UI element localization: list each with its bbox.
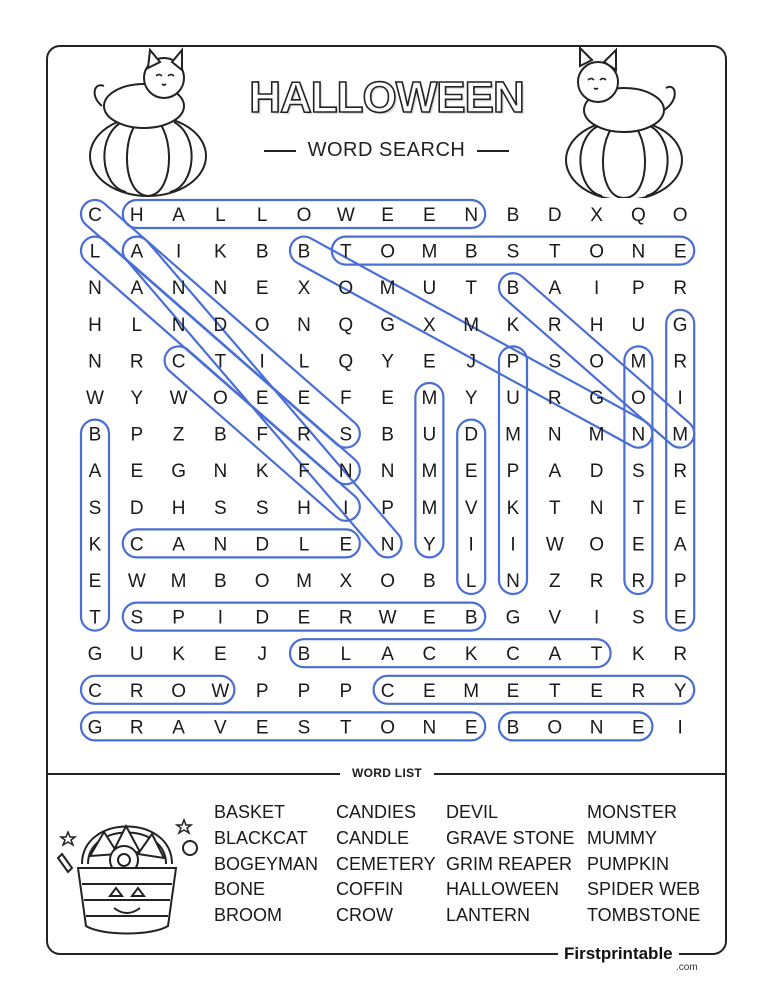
grid-letter: B bbox=[214, 571, 227, 592]
grid-letter: O bbox=[589, 241, 604, 263]
grid-letter: N bbox=[631, 424, 646, 446]
grid-letter: T bbox=[548, 241, 561, 263]
grid-letter: R bbox=[297, 424, 311, 446]
grid-letter: H bbox=[297, 497, 311, 519]
grid-letter: N bbox=[547, 424, 562, 446]
word-list-item: CANDIES bbox=[336, 802, 417, 822]
grid-letter: N bbox=[171, 278, 186, 300]
grid-letter: S bbox=[130, 607, 144, 629]
grid-letter: G bbox=[380, 314, 395, 336]
grid-letter: I bbox=[343, 497, 349, 519]
word-list-item: CROW bbox=[336, 905, 393, 926]
grid-letter: E bbox=[423, 607, 436, 629]
grid-letter: J bbox=[466, 351, 476, 373]
brand-logo: Firstprintable bbox=[558, 944, 679, 964]
grid-letter: S bbox=[255, 497, 269, 519]
grid-letter: O bbox=[380, 717, 395, 739]
brand-suffix: .com bbox=[676, 962, 698, 973]
grid-letter: S bbox=[506, 241, 520, 263]
grid-letter: B bbox=[423, 571, 436, 592]
title-halloween: HALLOWEEN bbox=[249, 73, 524, 122]
grid-letter: B bbox=[464, 607, 478, 629]
grid-letter: P bbox=[297, 680, 311, 702]
grid-letter: O bbox=[213, 388, 228, 409]
grid-letter: G bbox=[589, 388, 604, 409]
grid-letter: N bbox=[589, 717, 604, 739]
grid-letter: R bbox=[673, 644, 688, 666]
grid-letter: Q bbox=[338, 314, 354, 336]
grid-letter: A bbox=[88, 461, 102, 483]
grid-letter: T bbox=[214, 351, 227, 373]
grid-letter: S bbox=[632, 461, 645, 483]
grid-letter: E bbox=[673, 607, 687, 629]
grid-letter: O bbox=[380, 571, 395, 592]
grid-letter: J bbox=[257, 644, 267, 666]
grid-letter: E bbox=[214, 644, 227, 666]
grid-letter: S bbox=[214, 497, 227, 519]
word-list-item: BOGEYMAN bbox=[214, 853, 319, 874]
grid-letter: K bbox=[255, 461, 269, 483]
word-list bbox=[0, 800, 773, 930]
grid-letter: A bbox=[381, 644, 394, 666]
grid-letter: P bbox=[506, 461, 520, 483]
found-word-outline bbox=[499, 712, 652, 740]
grid-letter: D bbox=[129, 497, 144, 519]
grid-letter: E bbox=[464, 717, 478, 739]
grid-letter: N bbox=[213, 278, 228, 300]
grid-letter: N bbox=[422, 717, 437, 739]
grid-letter: O bbox=[254, 571, 270, 592]
grid-letter: A bbox=[130, 278, 144, 300]
grid-letter: P bbox=[381, 497, 394, 519]
grid-letter: G bbox=[87, 717, 103, 739]
grid-letter: E bbox=[673, 497, 687, 519]
grid-letter: T bbox=[339, 241, 352, 263]
grid-letter: N bbox=[464, 205, 479, 226]
grid-letter: K bbox=[214, 241, 227, 263]
grid-letter: A bbox=[172, 534, 185, 556]
grid-letter: F bbox=[339, 388, 352, 409]
grid-letter: T bbox=[339, 717, 352, 739]
word-list-item: DEVIL bbox=[446, 802, 499, 822]
word-list-item: HALLOWEEN bbox=[446, 879, 560, 900]
word-list-item: GRAVE STONE bbox=[446, 827, 575, 848]
grid-letter: R bbox=[338, 607, 353, 629]
grid-letter: N bbox=[506, 571, 520, 592]
grid-letter: M bbox=[505, 424, 521, 446]
grid-letter: D bbox=[213, 314, 228, 336]
word-list-item: PUMPKIN bbox=[587, 853, 670, 874]
grid-letter: O bbox=[672, 205, 688, 226]
grid-letter: T bbox=[465, 278, 478, 300]
grid-letter: Y bbox=[130, 388, 144, 409]
grid-letter: B bbox=[381, 424, 394, 446]
grid-letter: O bbox=[631, 388, 646, 409]
word-list-item: CEMETERY bbox=[336, 853, 436, 874]
grid-letter: N bbox=[213, 461, 228, 483]
grid-letter: R bbox=[673, 461, 688, 483]
grid-letter: D bbox=[589, 461, 604, 483]
grid-letter: C bbox=[380, 680, 395, 702]
grid-letter: R bbox=[129, 717, 144, 739]
grid-letter: U bbox=[506, 388, 520, 409]
grid-letter: E bbox=[632, 717, 645, 739]
grid-letter: E bbox=[339, 534, 353, 556]
grid-letter: A bbox=[172, 205, 185, 226]
grid-letter: H bbox=[129, 205, 144, 226]
grid-letter: B bbox=[464, 241, 478, 263]
grid-letter: I bbox=[593, 278, 600, 300]
word-list-item: MUMMY bbox=[587, 827, 657, 848]
grid-letter: Q bbox=[338, 351, 354, 373]
word-list-item: BROOM bbox=[214, 905, 283, 926]
grid-letter: A bbox=[548, 644, 562, 666]
grid-letter: B bbox=[297, 644, 311, 666]
grid-letter: W bbox=[545, 534, 564, 556]
grid-letter: K bbox=[172, 644, 185, 666]
grid-letter: O bbox=[296, 205, 312, 226]
found-word-outline bbox=[374, 676, 695, 704]
grid-letter: E bbox=[423, 205, 436, 226]
grid-letter: A bbox=[673, 534, 687, 556]
grid-letter: V bbox=[214, 717, 227, 739]
grid-letter: P bbox=[632, 278, 645, 300]
grid-letter: T bbox=[632, 497, 645, 519]
grid-letter: T bbox=[590, 644, 603, 666]
found-word-outline bbox=[290, 639, 611, 667]
grid-letter: I bbox=[259, 351, 265, 373]
grid-letter: E bbox=[297, 388, 311, 409]
grid-letter: T bbox=[548, 497, 561, 519]
word-list-item: COFFIN bbox=[336, 879, 403, 900]
grid-letter: C bbox=[506, 644, 520, 666]
grid-letter: S bbox=[297, 717, 311, 739]
grid-letter: V bbox=[464, 497, 478, 519]
grid-letter: B bbox=[88, 424, 102, 446]
grid-letter: L bbox=[89, 241, 101, 263]
grid-letter: N bbox=[338, 461, 353, 483]
grid-letter: A bbox=[130, 241, 144, 263]
grid-letter: S bbox=[88, 497, 102, 519]
grid-letter: T bbox=[548, 680, 561, 702]
grid-letter: C bbox=[129, 534, 144, 556]
word-list-item: LANTERN bbox=[446, 905, 531, 926]
grid-letter: M bbox=[421, 497, 438, 519]
grid-letter: I bbox=[593, 607, 600, 629]
grid-letter: P bbox=[172, 607, 185, 629]
grid-letter: I bbox=[217, 607, 224, 629]
grid-letter: K bbox=[506, 314, 520, 336]
subtitle-text: WORD SEARCH bbox=[307, 139, 466, 161]
grid-letter: K bbox=[464, 644, 478, 666]
grid-letter: E bbox=[423, 351, 436, 373]
grid-letter: W bbox=[86, 388, 104, 409]
grid-letter: K bbox=[88, 534, 102, 556]
word-list-item: GRIM REAPER bbox=[446, 853, 573, 874]
grid-letter: E bbox=[381, 388, 394, 409]
word-list-item: SPIDER WEB bbox=[587, 879, 701, 900]
word-list-heading: WORD LIST bbox=[340, 765, 434, 781]
grid-letter: G bbox=[171, 461, 186, 483]
grid-letter: D bbox=[547, 205, 562, 226]
grid-letter: W bbox=[169, 388, 188, 409]
grid-letter: F bbox=[298, 461, 310, 483]
grid-letters bbox=[86, 205, 688, 738]
grid-letter: L bbox=[256, 205, 268, 226]
grid-letter: Z bbox=[172, 424, 185, 446]
grid-letter: M bbox=[421, 388, 438, 409]
grid-letter: S bbox=[339, 424, 353, 446]
grid-letter: U bbox=[422, 424, 437, 446]
word-list-item: MONSTER bbox=[587, 802, 677, 822]
grid-letter: M bbox=[463, 680, 480, 702]
word-list-item: BLACKCAT bbox=[214, 827, 308, 848]
word-list-item: BASKET bbox=[214, 802, 286, 822]
grid-letter: N bbox=[297, 314, 311, 336]
grid-letter: N bbox=[589, 497, 604, 519]
grid-letter: I bbox=[175, 241, 182, 263]
word-list-item: BONE bbox=[214, 879, 266, 900]
grid-letter: E bbox=[464, 461, 478, 483]
word-list-item: CANDLE bbox=[336, 827, 410, 848]
grid-letter: E bbox=[673, 241, 687, 263]
grid-letter: C bbox=[88, 205, 102, 226]
grid-letter: B bbox=[214, 424, 227, 446]
grid-letter: Y bbox=[381, 351, 394, 373]
grid-letter: G bbox=[672, 314, 688, 336]
grid-letter: I bbox=[677, 388, 683, 409]
grid-letter: P bbox=[339, 680, 353, 702]
grid-letter: A bbox=[548, 278, 562, 300]
grid-letter: P bbox=[506, 351, 520, 373]
grid-letter: D bbox=[464, 424, 479, 446]
grid-letter: O bbox=[171, 680, 186, 702]
grid-letter: M bbox=[296, 571, 312, 592]
grid-letter: R bbox=[631, 680, 646, 702]
grid-letter: U bbox=[422, 278, 437, 300]
grid-letter: A bbox=[548, 461, 562, 483]
word-list-column-3 bbox=[446, 800, 574, 929]
grid-letter: B bbox=[506, 717, 520, 739]
word-list-column-1 bbox=[214, 800, 318, 929]
grid-letter: C bbox=[171, 351, 186, 373]
grid-letter: E bbox=[506, 680, 520, 702]
grid-letter: N bbox=[171, 314, 186, 336]
grid-letter: M bbox=[421, 461, 438, 483]
grid-letter: O bbox=[254, 314, 270, 336]
grid-letter: E bbox=[632, 534, 645, 556]
grid-letter: R bbox=[673, 278, 688, 300]
grid-letter: D bbox=[255, 534, 270, 556]
grid-letter: B bbox=[297, 241, 311, 263]
grid-letter: X bbox=[423, 314, 436, 336]
grid-letter: S bbox=[632, 607, 645, 629]
grid-letter: E bbox=[381, 205, 394, 226]
grid-letter: E bbox=[423, 680, 436, 702]
grid-letter: N bbox=[213, 534, 228, 556]
grid-letter: Y bbox=[673, 680, 687, 702]
grid-letter: P bbox=[255, 680, 269, 702]
grid-letter: B bbox=[506, 278, 520, 300]
grid-letter: C bbox=[88, 680, 102, 702]
grid-letter: W bbox=[336, 205, 355, 226]
grid-letter: I bbox=[468, 534, 474, 556]
grid-letter: S bbox=[548, 351, 562, 373]
grid-letter: M bbox=[588, 424, 605, 446]
found-word-outline bbox=[81, 420, 109, 631]
grid-letter: E bbox=[88, 571, 102, 592]
grid-letter: G bbox=[87, 644, 103, 666]
grid-letter: W bbox=[378, 607, 397, 629]
grid-letter: R bbox=[589, 571, 604, 592]
grid-letter: M bbox=[421, 241, 438, 263]
grid-letter: M bbox=[672, 424, 689, 446]
grid-letter: N bbox=[631, 241, 646, 263]
grid-letter: N bbox=[88, 351, 102, 373]
grid-letter: O bbox=[547, 717, 563, 739]
grid-letter: H bbox=[589, 314, 604, 336]
grid-letter: O bbox=[589, 534, 604, 556]
grid-letter: N bbox=[380, 534, 395, 556]
grid-letter: R bbox=[547, 314, 562, 336]
grid-letter: Y bbox=[423, 534, 436, 556]
grid-letter: B bbox=[506, 205, 520, 226]
grid-letter: E bbox=[255, 717, 269, 739]
grid-letter: O bbox=[380, 241, 395, 263]
grid-letter: X bbox=[339, 571, 353, 592]
grid-letter: N bbox=[380, 461, 395, 483]
grid-letter: W bbox=[211, 680, 230, 702]
grid-letter: O bbox=[589, 351, 604, 373]
grid-letter: E bbox=[255, 278, 269, 300]
grid-letter: H bbox=[171, 497, 186, 519]
grid-letter: E bbox=[297, 607, 311, 629]
word-list-column-4 bbox=[587, 800, 700, 929]
grid-letter: D bbox=[255, 607, 270, 629]
grid-letter: V bbox=[548, 607, 562, 629]
grid-letter: H bbox=[88, 314, 102, 336]
grid-letter: P bbox=[673, 571, 687, 592]
word-list-column-2 bbox=[336, 800, 436, 929]
grid-letter: R bbox=[129, 680, 144, 702]
grid-letter: G bbox=[505, 607, 521, 629]
grid-letter: R bbox=[631, 571, 646, 592]
grid-letter: R bbox=[547, 388, 562, 409]
grid-letter: O bbox=[338, 278, 354, 300]
grid-letter: E bbox=[130, 461, 144, 483]
found-word-outline bbox=[123, 529, 360, 557]
grid-letter: L bbox=[465, 571, 477, 592]
grid-letter: N bbox=[88, 278, 102, 300]
grid-letter: L bbox=[340, 644, 352, 666]
grid-letter: T bbox=[89, 607, 101, 629]
grid-letter: W bbox=[127, 571, 146, 592]
grid-letter: E bbox=[590, 680, 603, 702]
grid-letter: M bbox=[379, 278, 396, 300]
grid-letter: L bbox=[298, 351, 310, 373]
grid-letter: R bbox=[129, 351, 144, 373]
grid-letter: K bbox=[506, 497, 520, 519]
word-list-item: TOMBSTONE bbox=[587, 905, 701, 926]
grid-letter: L bbox=[298, 534, 310, 556]
grid-letter: X bbox=[590, 205, 603, 226]
grid-letter: B bbox=[255, 241, 269, 263]
grid-letter: I bbox=[677, 717, 683, 739]
grid-letter: X bbox=[297, 278, 311, 300]
grid-letter: K bbox=[632, 644, 645, 666]
grid-letter: C bbox=[422, 644, 437, 666]
grid-letter: L bbox=[215, 205, 226, 226]
grid-letter: U bbox=[129, 644, 144, 666]
grid-letter: P bbox=[130, 424, 144, 446]
grid-letter: R bbox=[673, 351, 688, 373]
grid-letter: L bbox=[131, 314, 143, 336]
grid-letter: M bbox=[463, 314, 480, 336]
grid-letter: E bbox=[255, 388, 269, 409]
grid-letter: A bbox=[172, 717, 185, 739]
grid-letter: Y bbox=[464, 388, 478, 409]
grid-letter: Z bbox=[548, 571, 561, 592]
grid-letter: M bbox=[170, 571, 187, 592]
grid-letter: Q bbox=[631, 205, 646, 226]
grid-letter: I bbox=[510, 534, 516, 556]
grid-letter: M bbox=[630, 351, 647, 373]
grid-letter: F bbox=[256, 424, 269, 446]
grid-letter: U bbox=[631, 314, 646, 336]
